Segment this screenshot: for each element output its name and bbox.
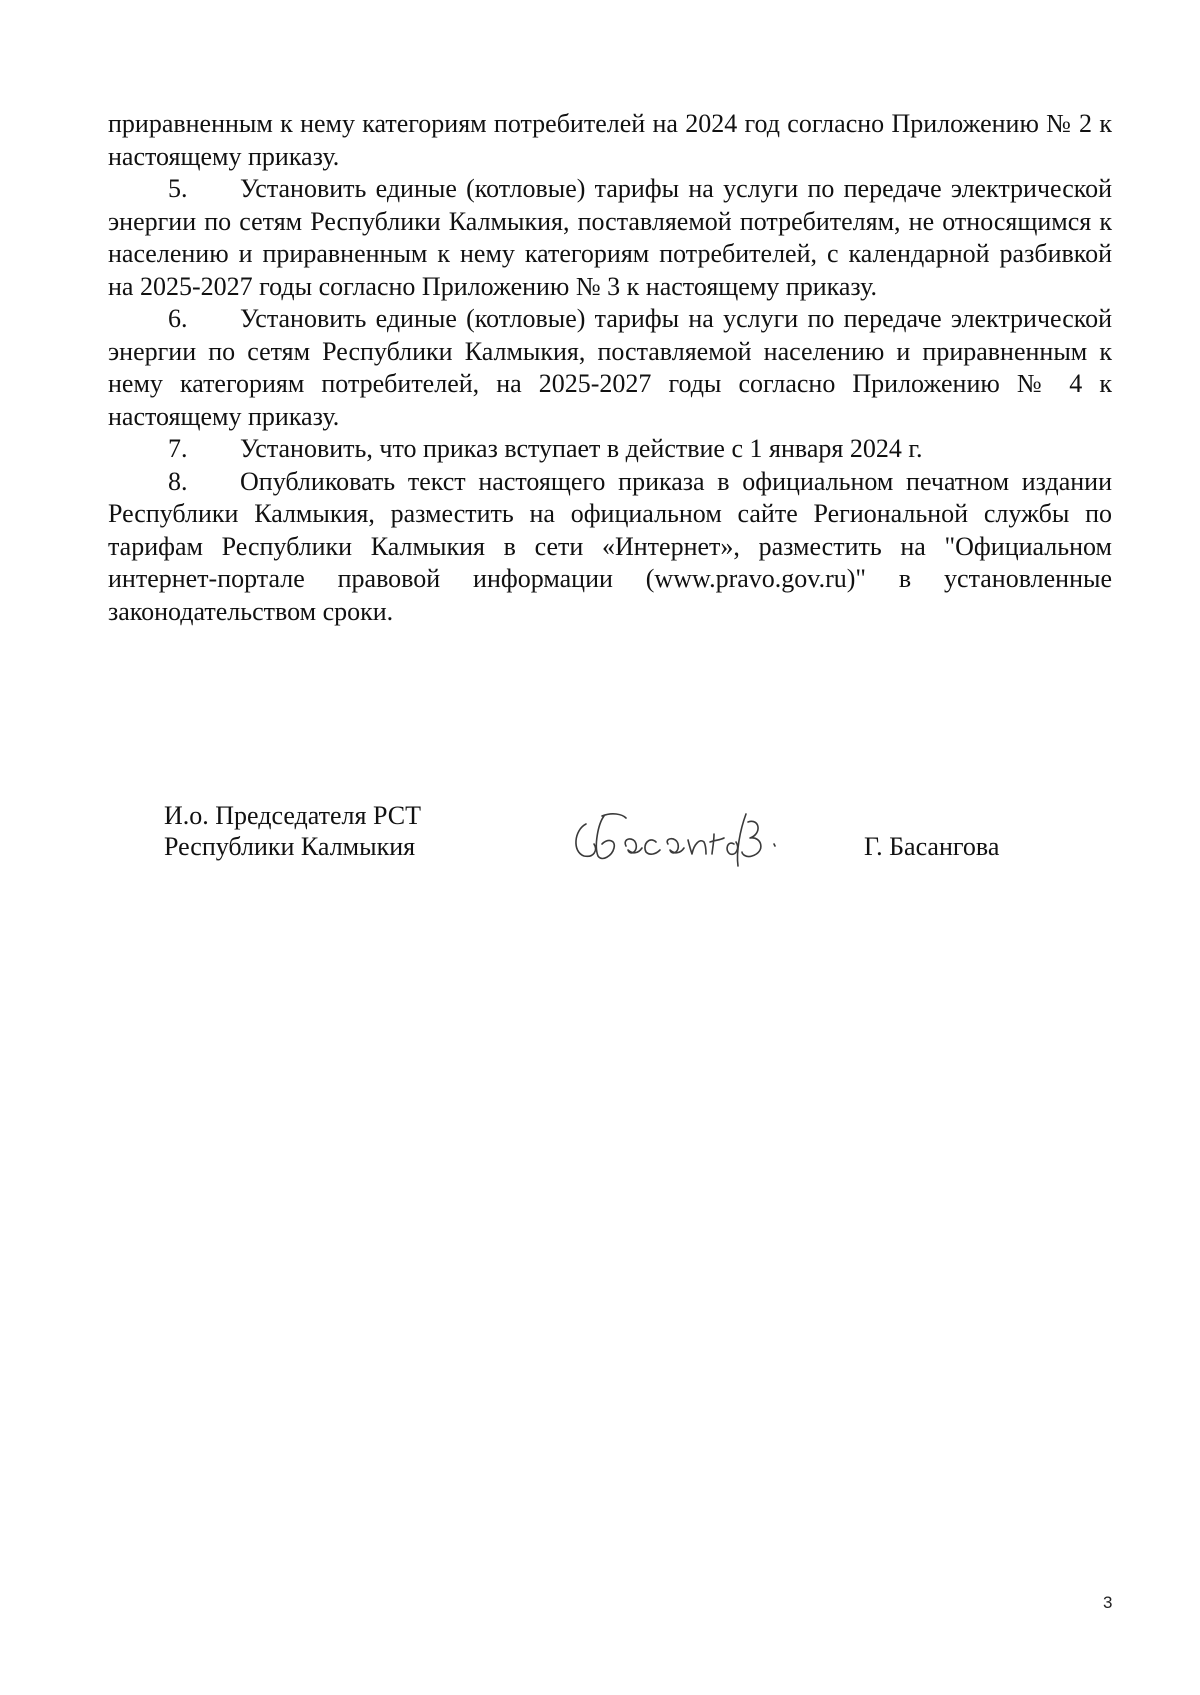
item-number: 6. bbox=[168, 304, 188, 333]
item-number: 5. bbox=[168, 174, 188, 203]
item-text: Установить единые (котловые) тарифы на услуги по передаче электрической энергии по сетям Республики Калмыкия, поставляемой населению и приравненным к нему категориям потребителей, на 2025-2027 годы согласно Приложению № 4 к настоящему приказу. bbox=[108, 304, 1112, 431]
item-text: Установить единые (котловые) тарифы на услуги по передаче электрической энергии по сетям Республики Калмыкия, поставляемой потребителям, не относящимся к населению и приравненным к нему категориям потребителей, с календарной разбивкой на 2025-2027 годы согласно Приложению № 3 к настоящему приказу. bbox=[108, 174, 1112, 301]
list-item-5 bbox=[108, 173, 1112, 303]
list-item-8 bbox=[108, 466, 1112, 629]
list-item-6 bbox=[108, 303, 1112, 433]
page-number: 3 bbox=[1103, 1593, 1113, 1612]
position-line-2: Республики Калмыкия bbox=[164, 832, 416, 861]
item-text: Опубликовать текст настоящего приказа в официальном печатном издании Республики Калмыкия, разместить на официальном сайте Региональной службы по тарифам Республики Калмыкия в сети «Интернет», разместить на "Официальном интернет-портале правовой информации (www.pravo.gov.ru)" в установленные законодательством сроки. bbox=[108, 466, 1112, 626]
item-number: 8. bbox=[168, 466, 188, 496]
signature-block bbox=[164, 800, 1064, 890]
document-body bbox=[108, 108, 1112, 628]
signatory-position bbox=[164, 800, 421, 862]
item-text: Установить, что приказ вступает в действие с 1 января 2024 г. bbox=[240, 434, 923, 463]
signatory-name: Г. Басангова bbox=[864, 832, 1000, 861]
list-item-7 bbox=[108, 433, 1112, 466]
position-line-1: И.о. Председателя РСТ bbox=[164, 801, 421, 830]
intro-continuation: приравненным к нему категориям потребителей на 2024 год согласно Приложению № 2 к настоящему приказу. bbox=[108, 109, 1112, 171]
item-number: 7. bbox=[168, 434, 188, 463]
handwritten-signature bbox=[564, 794, 794, 874]
